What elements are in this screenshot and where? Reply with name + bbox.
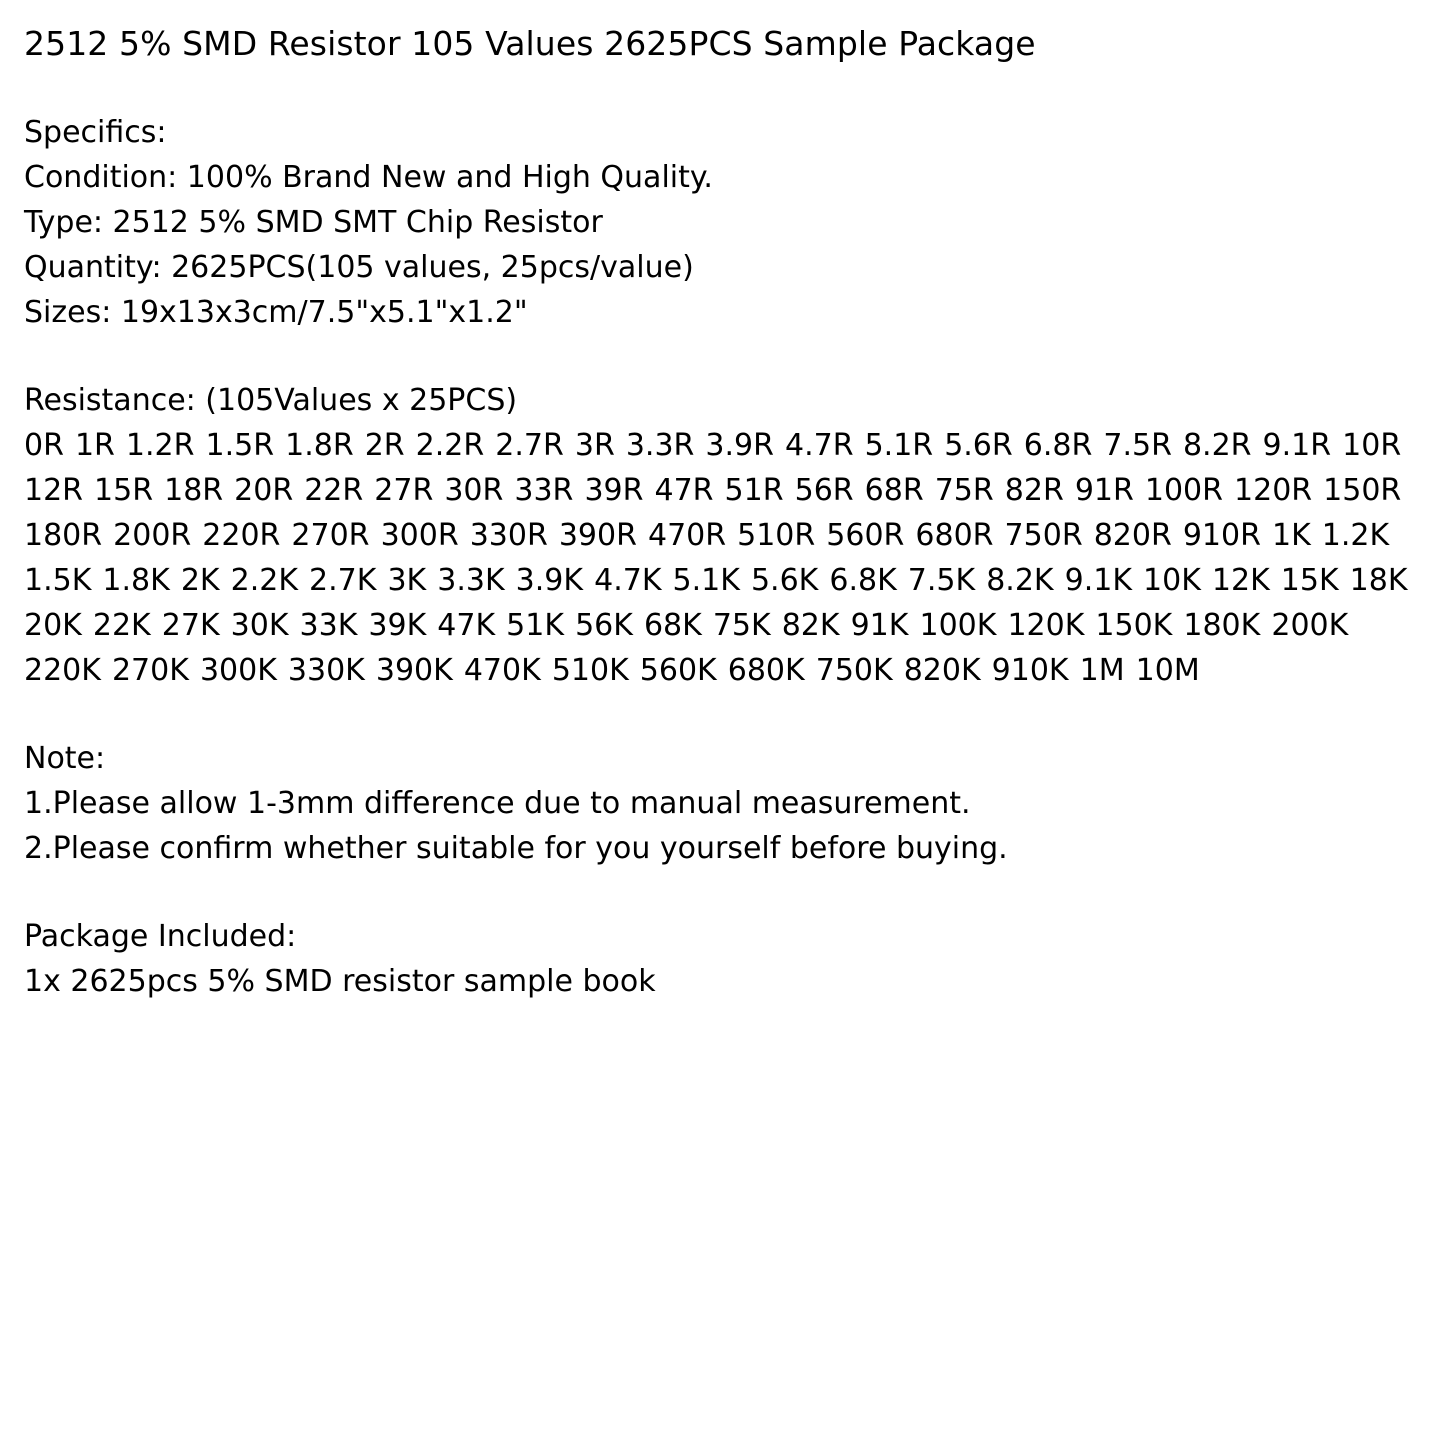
specifics-heading: Specifics: <box>24 115 167 150</box>
package-included-heading: Package Included: <box>24 919 297 954</box>
spacer <box>24 693 1415 736</box>
specifics-type: Type: 2512 5% SMD SMT Chip Resistor <box>24 205 603 240</box>
spacer <box>24 66 1415 110</box>
note-section <box>24 736 1415 871</box>
specifics-condition: Condition: 100% Brand New and High Quality. <box>24 160 713 195</box>
specifics-quantity: Quantity: 2625PCS(105 values, 25pcs/value) <box>24 250 694 285</box>
resistance-heading: Resistance: (105Values x 25PCS) <box>24 383 518 418</box>
page-title: 2512 5% SMD Resistor 105 Values 2625PCS Sample Package <box>24 24 1036 63</box>
spacer <box>24 335 1415 378</box>
spacer <box>24 871 1415 914</box>
specifics-section <box>24 110 1415 335</box>
package-included-section <box>24 914 1415 1004</box>
note-heading: Note: <box>24 741 106 776</box>
resistance-values: 0R 1R 1.2R 1.5R 1.8R 2R 2.2R 2.7R 3R 3.3R 3.9R 4.7R 5.1R 5.6R 6.8R 7.5R 8.2R 9.1R 10R 12R 15R 18R 20R 22R 27R 30R 33R 39R 47R 51R 56R 68R 75R 82R 91R 100R 120R 150R 180R 200R 220R 270R 300R 330R 390R 470R 510R 560R 680R 750R 820R 910R 1K 1.2K 1.5K 1.8K 2K 2.2K 2.7K 3K 3.3K 3.9K 4.7K 5.1K 5.6K 6.8K 7.5K 8.2K 9.1K 10K 12K 15K 18K 20K 22K 27K 30K 33K 39K 47K 51K 56K 68K 75K 82K 91K 100K 120K 150K 180K 200K 220K 270K 300K 330K 390K 470K 510K 560K 680K 750K 820K 910K 1M 10M <box>24 428 1408 688</box>
package-included-item: 1x 2625pcs 5% SMD resistor sample book <box>24 964 656 999</box>
note-item-2: 2.Please confirm whether suitable for you yourself before buying. <box>24 831 1008 866</box>
note-item-1: 1.Please allow 1-3mm difference due to manual measurement. <box>24 786 971 821</box>
specifics-sizes: Sizes: 19x13x3cm/7.5"x5.1"x1.2" <box>24 295 528 330</box>
resistance-section <box>24 378 1415 693</box>
